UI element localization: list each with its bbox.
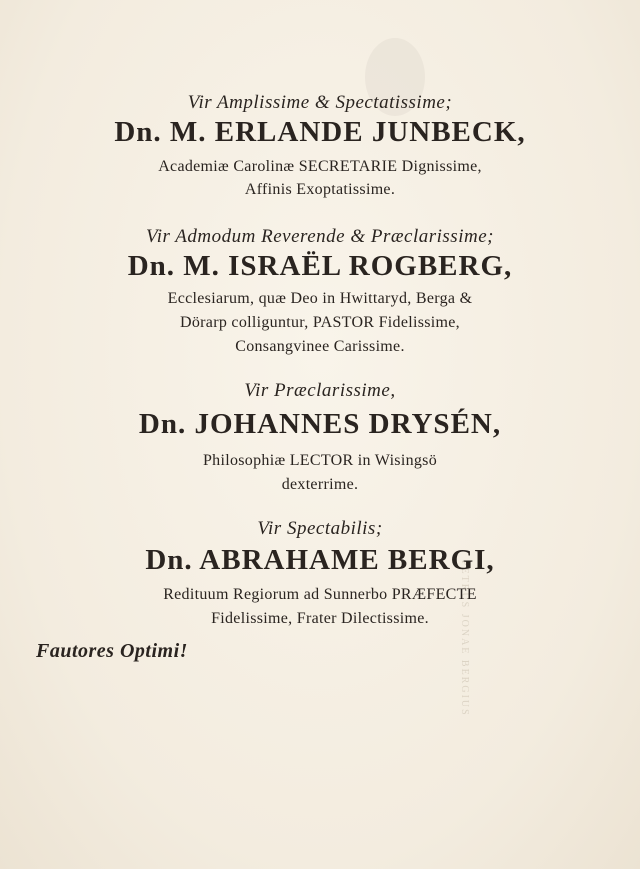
entry-2-line-1: Ecclesiarum, quæ Deo in Hwittaryd, Berga & [167, 290, 473, 307]
entry-2-name: Dn. M. ISRAËL ROGBERG, [127, 250, 513, 282]
closing-address: Fautores Optimi! [36, 640, 188, 662]
bleed-through-text: PETRUS JONAE BERGIUS [459, 560, 470, 717]
entry-1-line-2: Affinis Exoptatissime. [244, 181, 396, 198]
entry-4-name: Dn. ABRAHAME BERGI, [145, 544, 495, 576]
entry-4-line-2: Fidelissime, Frater Dilectissime. [211, 610, 429, 627]
entry-3-line-1: Philosophiæ LECTOR in Wisingsö [202, 452, 438, 469]
entry-1-line-1: Academiæ Carolinæ SECRETARIE Dignissime, [158, 158, 482, 175]
entry-1-vir: Vir Amplissime & Spectatissime; [187, 92, 453, 113]
entry-2-vir: Vir Admodum Reverende & Præclarissime; [146, 226, 494, 247]
entry-3-name: Dn. JOHANNES DRYSÉN, [138, 408, 502, 440]
entry-3-vir: Vir Præclarissime, [244, 380, 396, 401]
entry-2-line-2: Dörarp colliguntur, PASTOR Fidelissime, [180, 314, 460, 331]
entry-4-line-1: Redituum Regiorum ad Sunnerbo PRÆFECTE [163, 586, 477, 603]
entry-2-line-3: Consangvinee Carissime. [235, 338, 405, 355]
entry-4-vir: Vir Spectabilis; [257, 518, 383, 539]
entry-3-line-2: dexterrime. [281, 476, 359, 493]
entry-1-name: Dn. M. ERLANDE JUNBECK, [114, 116, 526, 148]
